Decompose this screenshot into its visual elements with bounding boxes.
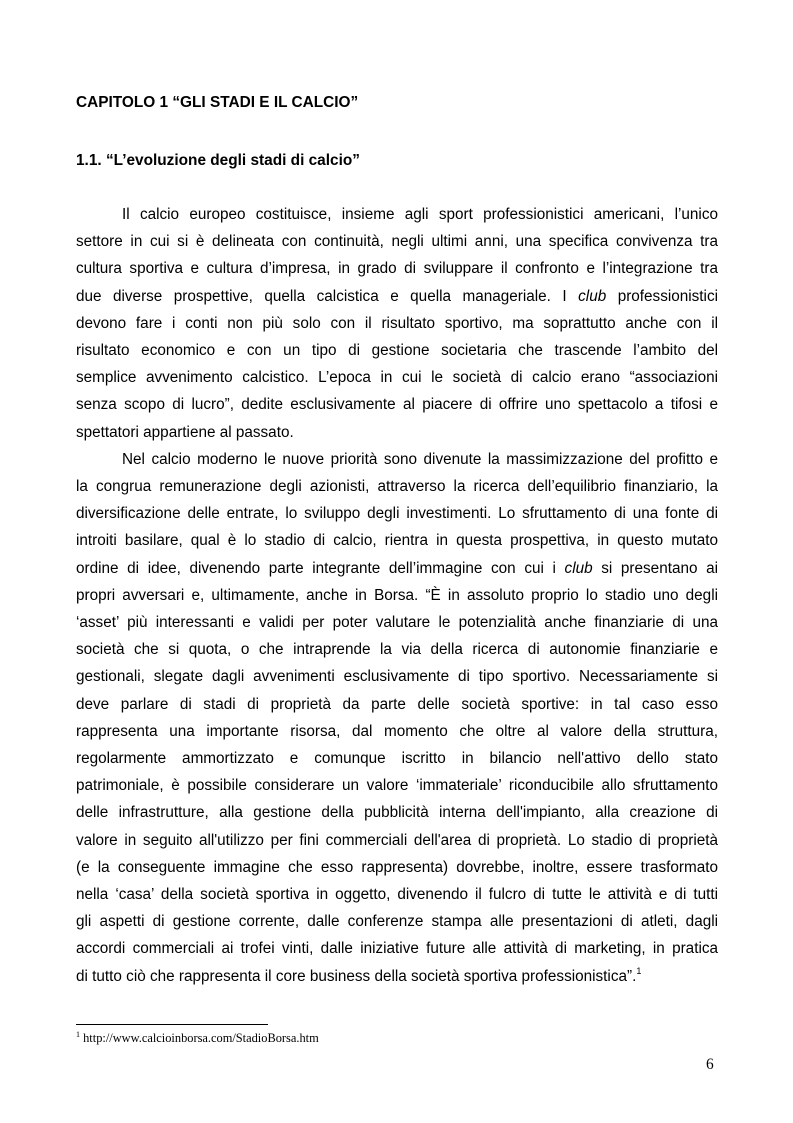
footnote-reference[interactable]: 1	[636, 965, 642, 976]
footnote-marker: 1	[76, 1030, 80, 1039]
paragraph-2	[76, 446, 718, 990]
text-line: società che si quota, o che intraprende la via della ricerca di autonomie finanziarie e	[76, 641, 718, 659]
text-line: gestionali, slegate dagli avvenimenti esclusivamente di tipo sportivo. Necessariamente si	[76, 668, 718, 686]
text-segment: di tutto ciò che rappresenta il core business della società sportiva professionistica”.	[76, 967, 637, 985]
text-line: semplice avvenimento calcistico. L’epoca in cui le società di calcio erano “associazioni	[76, 369, 718, 387]
text-line: ‘asset’ più interessanti e validi per poter valutare le potenzialità anche finanziarie di una	[76, 614, 718, 632]
text-line: devono fare i conti non più solo con il risultato sportivo, ma soprattutto anche con il	[76, 314, 718, 332]
text-line	[76, 555, 718, 582]
text-line: senza scopo di lucro”, dedite esclusivamente al piacere di offrire uno spettacolo a tifosi e	[76, 396, 718, 414]
text-line: risultato economico e con un tipo di gestione societaria che trascende l’ambito del	[76, 342, 718, 360]
text-line: settore in cui si è delineata con continuità, negli ultimi anni, una specifica convivenza tra	[76, 233, 718, 251]
text-line	[76, 283, 718, 310]
text-line: delle infrastrutture, alla gestione della pubblicità interna dell'impianto, alla creazione di	[76, 804, 718, 822]
page-number: 6	[706, 1056, 714, 1073]
text-line: valore in seguito all'utilizzo per fini commerciali dell'area di proprietà. Lo stadio di proprietà	[76, 831, 718, 849]
body-text	[76, 201, 718, 990]
text-line: cultura sportiva e cultura d’impresa, in grado di sviluppare il confronto e l’integrazione tra	[76, 260, 718, 278]
text-line: Il calcio europeo costituisce, insieme agli sport professionistici americani, l’unico	[122, 206, 718, 223]
text-segment: professionistici	[617, 287, 719, 305]
italic-term: club	[564, 559, 593, 577]
text-line: regolarmente ammortizzato e comunque iscritto in bilancio nell'attivo dello stato	[76, 750, 718, 768]
text-line	[76, 963, 718, 990]
text-line: la congrua remunerazione degli azionisti, attraverso la ricerca dell’equilibrio finanziario, la	[76, 478, 718, 496]
text-line: rappresenta una importante risorsa, dal momento che oltre al valore della struttura,	[76, 722, 718, 740]
text-line: deve parlare di stadi di proprietà da parte delle società sportive: in tal caso esso	[76, 695, 718, 713]
text-line: accordi commerciali ai trofei vinti, dalle iniziative future alle attività di marketing, in pratica	[76, 940, 718, 958]
text-line: nella ‘casa’ della società sportiva in oggetto, divenendo il fulcro di tutte le attività e di tutti	[76, 886, 718, 904]
text-line: propri avversari e, ultimamente, anche in Borsa. “È in assoluto proprio lo stadio uno degli	[76, 586, 718, 604]
text-segment: ordine di idee, divenendo parte integrante dell’immagine con cui i	[76, 559, 556, 577]
footnote-link[interactable]: http://www.calcioinborsa.com/StadioBorsa.htm	[83, 1031, 319, 1045]
text-line: diversificazione delle entrate, lo sviluppo degli investimenti. Lo sfruttamento di una fonte di	[76, 505, 718, 523]
text-segment: si presentano ai	[601, 559, 719, 577]
text-line: (e la conseguente immagine che esso rappresenta) dovrebbe, inoltre, essere trasformato	[76, 858, 718, 876]
text-line: Nel calcio moderno le nuove priorità sono divenute la massimizzazione del profitto e	[122, 450, 718, 468]
footnote	[76, 1031, 319, 1046]
text-line: gli aspetti di gestione corrente, dalle conferenze stampa alle presentazioni di atleti, dagli	[76, 913, 718, 931]
text-line: introiti basilare, qual è lo stadio di calcio, rientra in questa prospettiva, in questo mutato	[76, 532, 718, 550]
text-line: spettatori appartiene al passato.	[76, 423, 294, 441]
paragraph-1	[76, 201, 718, 446]
chapter-title: CAPITOLO 1 “GLI STADI E IL CALCIO”	[76, 94, 359, 111]
section-title: 1.1. “L’evoluzione degli stadi di calcio”	[76, 152, 360, 169]
text-segment: due diverse prospettive, quella calcistica e quella manageriale. I	[76, 287, 567, 305]
footnote-divider	[76, 1024, 268, 1025]
text-line: patrimoniale, è possibile considerare un valore ‘immateriale’ riconducibile allo sfruttamento	[76, 777, 718, 795]
italic-term: club	[578, 287, 607, 305]
